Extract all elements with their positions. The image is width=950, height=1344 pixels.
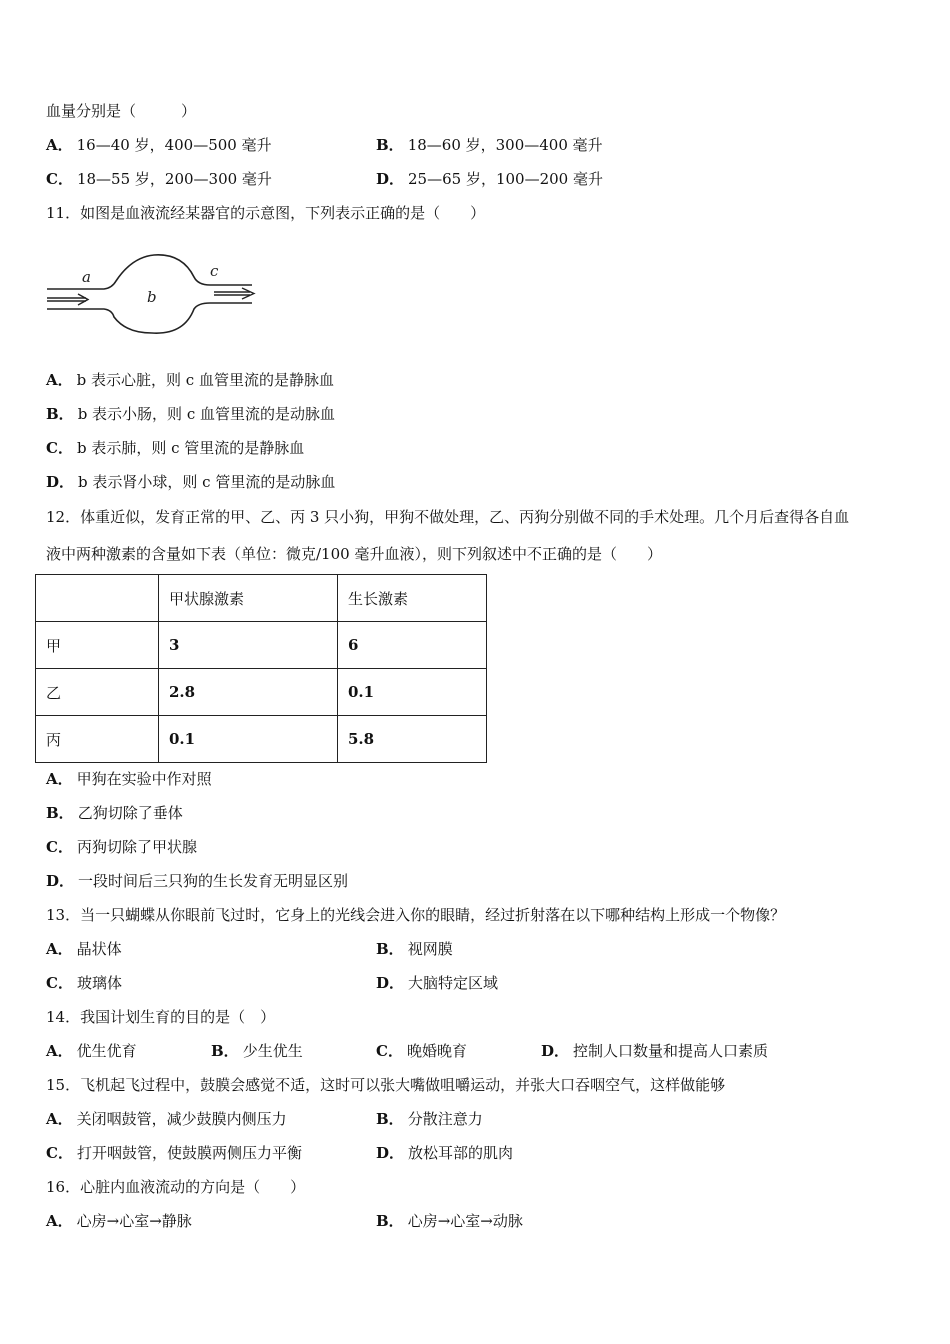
q10-option-a: A． 16—40 岁，400—500 毫升 bbox=[46, 136, 272, 154]
q15-option-a: A． 关闭咽鼓管，减少鼓膜内侧压力 bbox=[46, 1110, 287, 1128]
q11-option-b: B． b 表示小肠，则 c 血管里流的是动脉血 bbox=[46, 405, 335, 423]
q15-option-c: C． 打开咽鼓管，使鼓膜两侧压力平衡 bbox=[46, 1144, 302, 1162]
q16-option-a: A． 心房→心室→静脉 bbox=[46, 1212, 192, 1230]
inflow-arrow bbox=[47, 294, 88, 305]
table-cell: 乙 bbox=[36, 669, 159, 716]
q15-option-b: B． 分散注意力 bbox=[376, 1110, 483, 1128]
q11-option-c: C． b 表示肺，则 c 管里流的是静脉血 bbox=[46, 439, 305, 457]
table-cell: 0.1 bbox=[159, 716, 338, 763]
q16-option-b: B． 心房→心室→动脉 bbox=[376, 1212, 523, 1230]
q12-stem-line1: 12．体重近似，发育正常的甲、乙、丙 3 只小狗，甲狗不做处理，乙、丙狗分别做不同的手术处理。几个月后查得各自血 bbox=[46, 508, 850, 526]
q10-option-d: D． 25—65 岁，100—200 毫升 bbox=[376, 170, 603, 188]
vessel-upper-outline bbox=[47, 255, 252, 289]
label-c: c bbox=[210, 262, 219, 280]
table-header-cell bbox=[36, 575, 159, 622]
q11-option-a: A． b 表示心脏，则 c 血管里流的是静脉血 bbox=[46, 371, 334, 389]
table-row bbox=[36, 622, 487, 669]
vessel-lower-outline bbox=[47, 303, 252, 333]
hormone-table bbox=[35, 574, 487, 763]
table-header-cell: 生长激素 bbox=[338, 575, 487, 622]
table-cell: 6 bbox=[338, 622, 487, 669]
table-header-cell: 甲状腺激素 bbox=[159, 575, 338, 622]
q11-stem: 11．如图是血液流经某器官的示意图，下列表示正确的是（ ） bbox=[46, 204, 486, 222]
label-a: a bbox=[82, 268, 91, 286]
q12-option-d: D． 一段时间后三只狗的生长发育无明显区别 bbox=[46, 872, 349, 890]
q10-option-c: C． 18—55 岁，200—300 毫升 bbox=[46, 170, 272, 188]
q10-option-b: B． 18—60 岁，300—400 毫升 bbox=[376, 136, 603, 154]
q13-option-b: B． 视网膜 bbox=[376, 940, 453, 958]
q15-stem: 15．飞机起飞过程中，鼓膜会感觉不适，这时可以张大嘴做咀嚼运动，并张大口吞咽空气，这样做能够 bbox=[46, 1076, 726, 1094]
q14-option-b: B． 少生优生 bbox=[211, 1042, 303, 1060]
table-cell: 3 bbox=[159, 622, 338, 669]
q14-option-a: A． 优生优育 bbox=[46, 1042, 137, 1060]
table-cell: 5.8 bbox=[338, 716, 487, 763]
table-row bbox=[36, 716, 487, 763]
label-b: b bbox=[147, 288, 157, 306]
q13-option-c: C． 玻璃体 bbox=[46, 974, 122, 992]
blood-flow-organ-diagram bbox=[42, 243, 272, 343]
q13-option-d: D． 大脑特定区域 bbox=[376, 974, 499, 992]
q13-stem: 13．当一只蝴蝶从你眼前飞过时，它身上的光线会进入你的眼睛，经过折射落在以下哪种结构上形成一个物像？ bbox=[46, 906, 786, 924]
q10-stem-tail: 血量分别是（ ） bbox=[46, 102, 197, 120]
table-header-row bbox=[36, 575, 487, 622]
q14-option-d: D． 控制人口数量和提高人口素质 bbox=[541, 1042, 769, 1060]
q12-option-b: B． 乙狗切除了垂体 bbox=[46, 804, 183, 822]
table-cell: 丙 bbox=[36, 716, 159, 763]
table-cell: 2.8 bbox=[159, 669, 338, 716]
q13-option-a: A． 晶状体 bbox=[46, 940, 122, 958]
q11-option-d: D． b 表示肾小球，则 c 管里流的是动脉血 bbox=[46, 473, 336, 491]
q12-option-a: A． 甲狗在实验中作对照 bbox=[46, 770, 212, 788]
q12-option-c: C． 丙狗切除了甲状腺 bbox=[46, 838, 197, 856]
outflow-arrow bbox=[214, 288, 254, 299]
q15-option-d: D． 放松耳部的肌肉 bbox=[376, 1144, 514, 1162]
table-row bbox=[36, 669, 487, 716]
q14-stem: 14．我国计划生育的目的是（ ） bbox=[46, 1008, 276, 1026]
q12-stem-line2: 液中两种激素的含量如下表（单位：微克/100 毫升血液），则下列叙述中不正确的是（ ） bbox=[46, 545, 662, 563]
table-cell: 甲 bbox=[36, 622, 159, 669]
q14-option-c: C． 晚婚晚育 bbox=[376, 1042, 467, 1060]
q16-stem: 16．心脏内血液流动的方向是（ ） bbox=[46, 1178, 306, 1196]
table-cell: 0.1 bbox=[338, 669, 487, 716]
